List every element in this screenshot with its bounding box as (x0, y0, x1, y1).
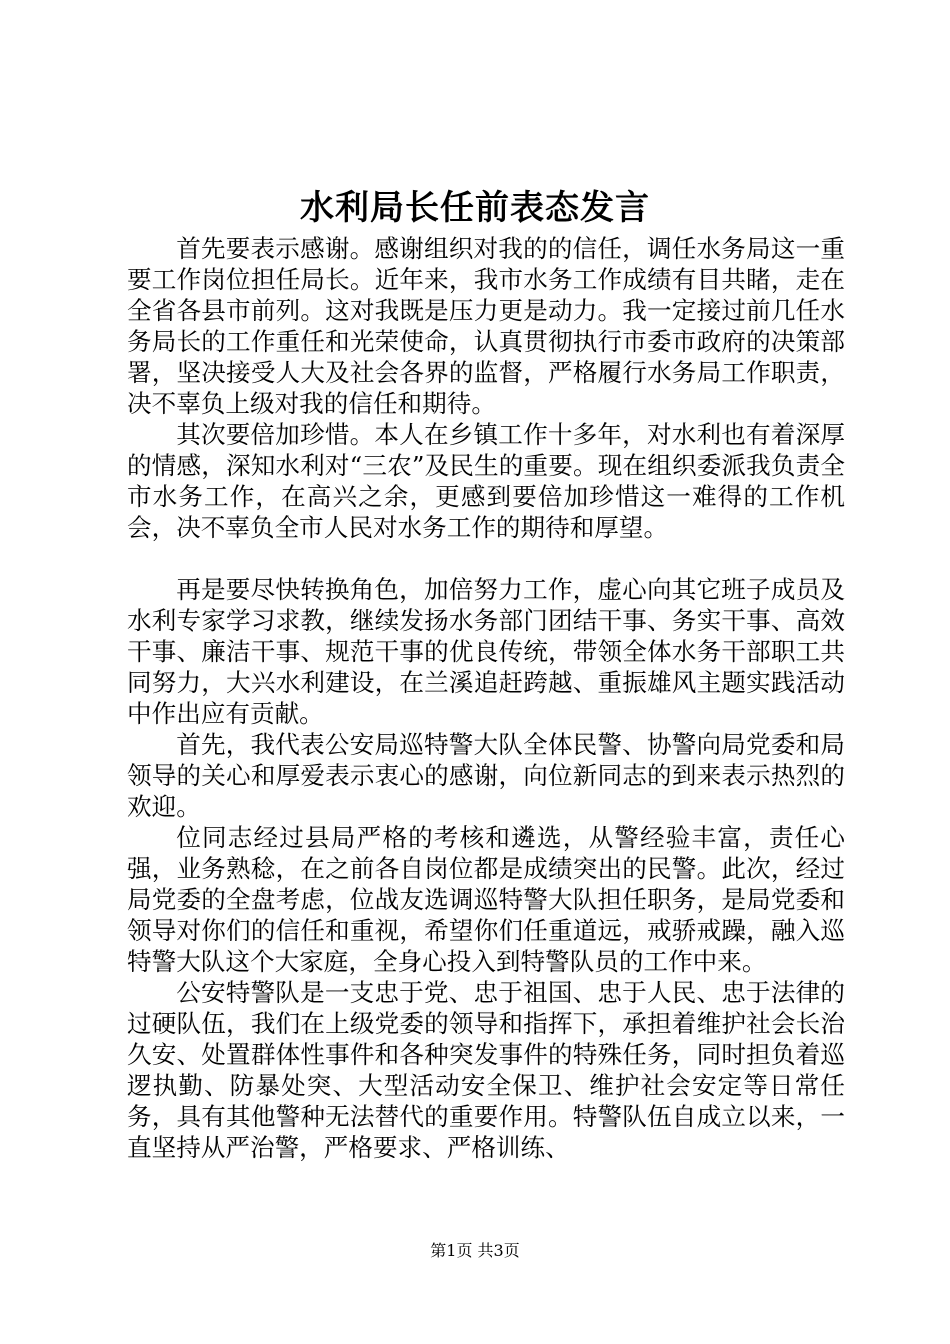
document-body (127, 233, 845, 1163)
paragraph-cherish: 其次要倍加珍惜。本人在乡镇工作十多年，对水利也有着深厚的情感，深知水利对“三农”及民生的重要。现在组织委派我负责全市水务工作，在高兴之余，更感到要倍加珍惜这一难得的工作机会，决不辜负全市人民对水务工作的期待和厚望。 (127, 420, 845, 542)
document-title: 水利局长任前表态发言 (300, 188, 650, 228)
paragraph-welcome: 首先，我代表公安局巡特警大队全体民警、协警向局党委和局领导的关心和厚爱表示衷心的感谢，向位新同志的到来表示热烈的欢迎。 (127, 730, 845, 821)
paragraph-thanks: 首先要表示感谢。感谢组织对我的的信任，调任水务局这一重要工作岗位担任局长。近年来，我市水务工作成绩有目共睹，走在全省各县市前列。这对我既是压力更是动力。我一定接过前几任水务局长的工作重任和光荣使命，认真贯彻执行市委市政府的决策部署，坚决接受人大及社会各界的监督，严格履行水务局工作职责，决不辜负上级对我的信任和期待。 (127, 234, 845, 418)
paragraph-special-police: 公安特警队是一支忠于党、忠于祖国、忠于人民、忠于法律的过硬队伍，我们在上级党委的领导和指挥下，承担着维护社会长治久安、处置群体性事件和各种突发事件的特殊任务，同时担负着巡逻执勤、防暴处突、大型活动安全保卫、维护社会安定等日常任务，具有其他警种无法替代的重要作用。特警队伍自成立以来，一直坚持从严治警，严格要求、严格训练、 (127, 978, 845, 1162)
paragraph-role-change: 再是要尽快转换角色，加倍努力工作，虚心向其它班子成员及水利专家学习求教，继续发扬水务部门团结干事、务实干事、高效干事、廉洁干事、规范干事的优良传统，带领全体水务干部职工共同努力，大兴水利建设，在兰溪追赶跨越、重振雄风主题实践活动中作出应有贡献。 (127, 575, 845, 728)
page-number-footer: 第1页 共3页 (430, 1241, 520, 1260)
paragraph-new-members: 位同志经过县局严格的考核和遴选，从警经验丰富，责任心强，业务熟稔，在之前各自岗位都是成绩突出的民警。此次，经过局党委的全盘考虑，位战友选调巡特警大队担任职务，是局党委和领导对你们的信任和重视，希望你们任重道远，戒骄戒躁，融入巡特警大队这个大家庭，全身心投入到特警队员的工作中来。 (127, 823, 845, 976)
